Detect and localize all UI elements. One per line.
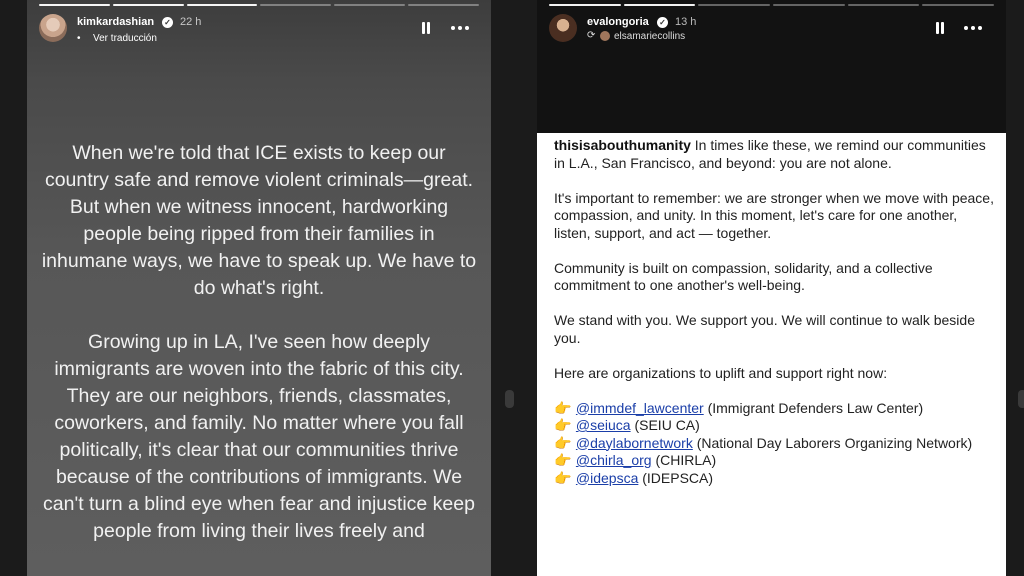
translate-link[interactable]: Ver traducción — [93, 33, 157, 44]
pause-icon[interactable] — [935, 22, 945, 34]
post-paragraph: We stand with you. We support you. We will continue to walk beside you. — [554, 312, 975, 346]
org-item — [554, 417, 994, 435]
org-name: (CHIRLA) — [655, 452, 717, 468]
pointing-hand-icon: 👉 — [554, 469, 572, 486]
nav-arrow-right[interactable] — [1018, 390, 1024, 408]
org-item — [554, 435, 994, 453]
story-paragraph: When we're told that ICE exists to keep our country safe and remove violent criminals—great. But when we witness innocent, hardworking people being ripped from their families in inhumane ways, we have to speak up. We have to do what's right. — [41, 142, 477, 299]
org-name: (National Day Laborers Organizing Network) — [696, 434, 973, 451]
pause-icon[interactable] — [421, 22, 431, 34]
more-options-icon[interactable] — [963, 22, 983, 34]
nav-arrow-left[interactable] — [505, 390, 514, 408]
username[interactable]: evalongoria — [587, 16, 649, 28]
pointing-hand-icon: 👉 — [554, 399, 572, 416]
post-paragraph: Community is built on compassion, solidarity, and a collective commitment to one another's well-being. — [554, 259, 933, 293]
org-mention[interactable]: @immdef_lawcenter — [575, 399, 704, 416]
org-mention[interactable]: @daylabornetwork — [575, 434, 693, 451]
timestamp: 22 h — [180, 16, 202, 28]
org-item — [554, 452, 994, 470]
translate-icon: • — [77, 33, 81, 44]
verified-badge-icon: ✓ — [657, 17, 668, 28]
more-options-icon[interactable] — [450, 22, 470, 34]
right-story[interactable] — [537, 0, 1006, 576]
org-item — [554, 400, 994, 418]
post-paragraph: In times like these, we remind our communities in L.A., San Francisco, and beyond: you are not alone. — [554, 137, 986, 171]
org-mention[interactable]: @idepsca — [575, 469, 639, 486]
repost-username[interactable]: elsamariecollins — [614, 31, 686, 42]
story-text — [41, 140, 477, 572]
story-header — [549, 12, 994, 48]
org-mention[interactable]: @chirla_org — [575, 452, 652, 468]
repost-icon: ⟳ — [587, 30, 596, 41]
left-story[interactable] — [27, 0, 491, 576]
avatar[interactable] — [549, 14, 577, 42]
story-paragraph: Growing up in LA, I've seen how deeply immigrants are woven into the fabric of this city. They are our neighbors, friends, classmates, coworkers, and family. No matter where you fall politically, it's clear that our communities thrive because of the contributions of immigrants. We can't turn a blind eye when fear and injustice keep people from living their lives freely and — [43, 331, 475, 542]
story-header — [39, 12, 479, 48]
pointing-hand-icon: 👉 — [554, 434, 572, 451]
post-paragraph: It's important to remember: we are stronger when we move with peace, compassion, and unity. In this moment, let's care for one another, listen, support, and act — together. — [554, 189, 994, 241]
username[interactable]: kimkardashian — [77, 16, 155, 28]
org-mention[interactable]: @seiuca — [575, 417, 631, 433]
timestamp: 13 h — [675, 16, 697, 28]
org-name: (IDEPSCA) — [642, 469, 714, 486]
avatar[interactable] — [39, 14, 67, 42]
org-name: (Immigrant Defenders Law Center) — [707, 399, 924, 416]
org-name: (SEIU CA) — [634, 417, 700, 433]
verified-badge-icon: ✓ — [162, 17, 173, 28]
post-text — [554, 137, 994, 487]
repost-avatar — [600, 31, 610, 41]
progress-bar — [549, 4, 994, 6]
progress-bar — [39, 4, 479, 6]
pointing-hand-icon: 👉 — [554, 417, 572, 433]
pointing-hand-icon: 👉 — [554, 452, 572, 468]
org-item — [554, 470, 994, 488]
post-handle[interactable]: thisisabouthumanity — [554, 137, 691, 153]
post-paragraph: Here are organizations to uplift and support right now: — [554, 364, 888, 381]
